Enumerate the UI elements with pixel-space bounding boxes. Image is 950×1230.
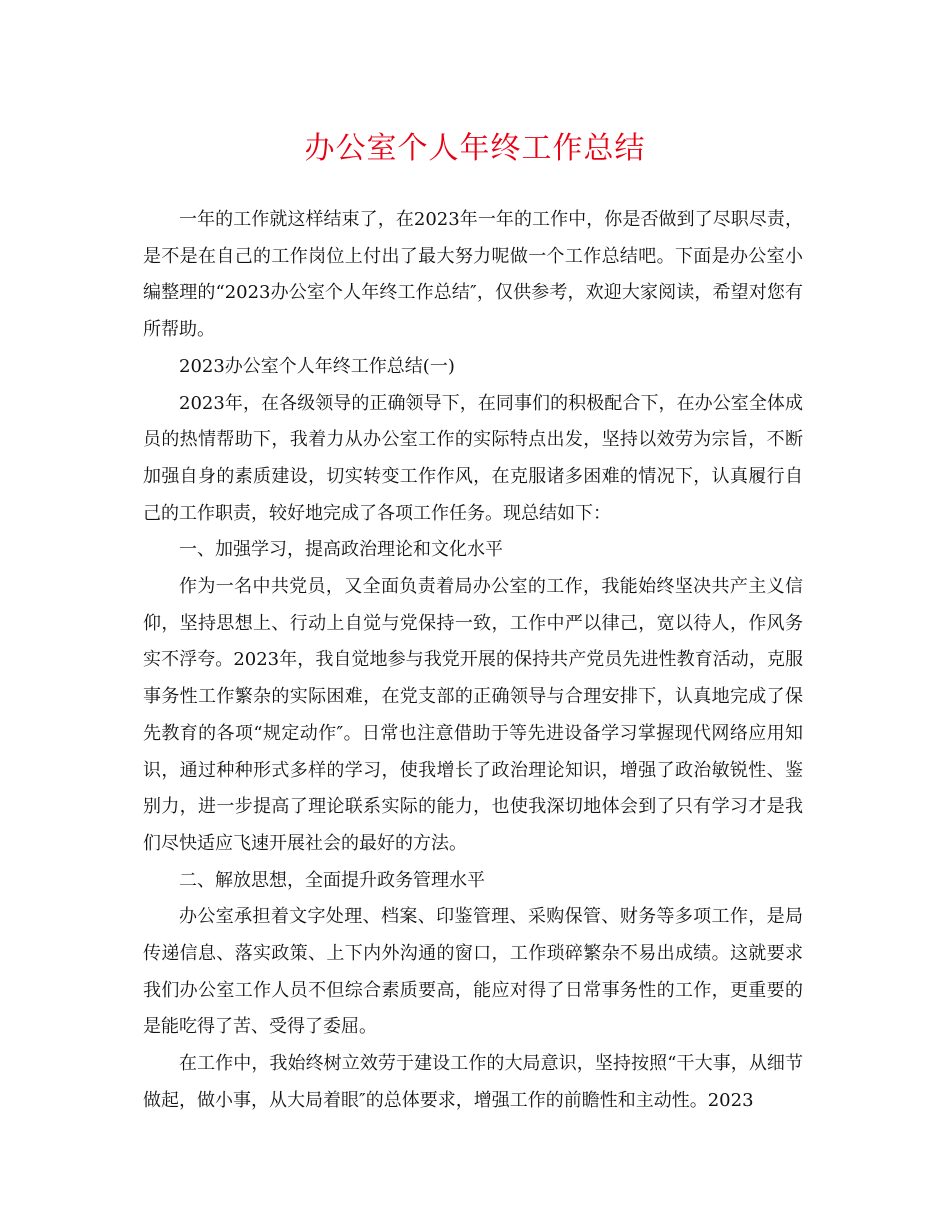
body-paragraph: 作为一名中共党员，又全面负责着局办公室的工作，我能始终坚决共产主义信仰，坚持思想上、行动上自觉与党保持一致，工作中严以律己，宽以待人，作风务实不浮夸。2023年，我自觉地参与我党开展的保持共产党员先进性教育活动，克服事务性工作繁杂的实际困难，在党支部的正确领导与合理安排下，认真地完成了保先教育的各项“规定动作″。日常也注意借助于等先进设备学习掌握现代网络应用知识，通过种种形式多样的学习，使我增长了政治理论知识，增强了政治敏锐性、鉴别力，进一步提高了理论联系实际的能力，也使我深切地体会到了只有学习才是我们尽快适应飞速开展社会的最好的方法。: [143, 576, 803, 854]
document-title: 办公室个人年终工作总结: [304, 131, 646, 166]
body-paragraph: 办公室承担着文字处理、档案、印鉴管理、采购保管、财务等多项工作，是局传递信息、落实政策、上下内外沟通的窗口，工作琐碎繁杂不易出成绩。这就要求我们办公室工作人员不但综合素质要高，能应对得了日常事务性的工作，更重要的是能吃得了苦、受得了委屈。: [143, 906, 803, 1038]
intro-paragraph: 一年的工作就这样结束了，在2023年一年的工作中，你是否做到了尽职尽责，是不是在自己的工作岗位上付出了最大努力呢做一个工作总结吧。下面是办公室小编整理的“2023办公室个人年终工作总结″，仅供参考，欢迎大家阅读，希望对您有所帮助。: [143, 209, 803, 341]
document-body: [143, 202, 803, 1120]
section-heading-2: 二、解放思想，全面提升政务管理水平: [179, 869, 485, 891]
body-paragraph: 在工作中，我始终树立效劳于建设工作的大局意识，坚持按照“干大事，从细节做起，做小事，从大局着眼″的总体要求，增强工作的前瞻性和主动性。2023: [143, 1053, 803, 1111]
section-title: 2023办公室个人年终工作总结(一): [179, 355, 455, 377]
section-heading-1: 一、加强学习，提高政治理论和文化水平: [179, 539, 503, 561]
body-paragraph: 2023年，在各级领导的正确领导下，在同事们的积极配合下，在办公室全体成员的热情帮助下，我着力从办公室工作的实际特点出发，坚持以效劳为宗旨，不断加强自身的素质建设，切实转变工作作风，在克服诸多困难的情况下，认真履行自己的工作职责，较好地完成了各项工作任务。现总结如下：: [143, 392, 803, 524]
